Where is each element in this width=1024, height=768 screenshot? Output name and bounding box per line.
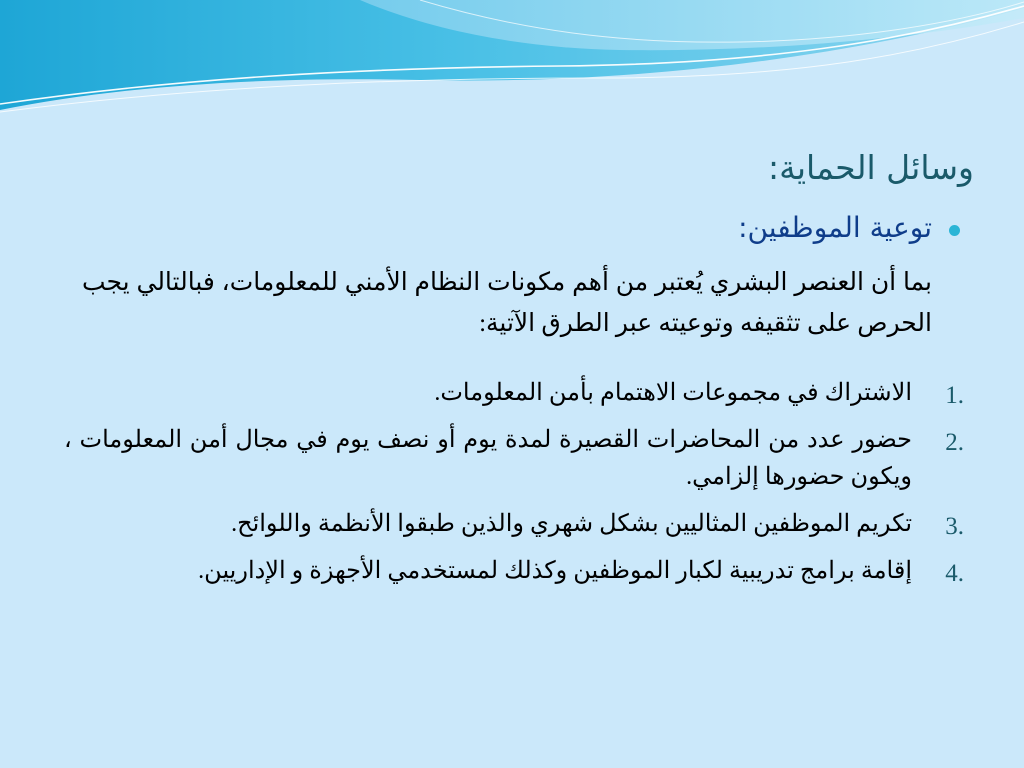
slide-title: وسائل الحماية:	[768, 148, 974, 187]
list-item-4	[64, 553, 964, 590]
list-item-3	[64, 506, 964, 543]
list-item-text: إقامة برامج تدريبية لكبار الموظفين وكذلك لمستخدمي الأجهزة و الإداريين.	[198, 558, 912, 584]
list-item-text: الاشتراك في مجموعات الاهتمام بأمن المعلومات.	[434, 380, 912, 406]
list-number: .2	[945, 429, 964, 456]
header-wave-decoration	[0, 0, 1024, 130]
bullet-text: توعية الموظفين:	[738, 211, 932, 244]
list-number: .4	[945, 560, 964, 587]
intro-paragraph: بما أن العنصر البشري يُعتبر من أهم مكونات النظام الأمني للمعلومات، فبالتالي يجب الحرص على تثقيفه وتوعيته عبر الطرق الآتية:	[82, 269, 932, 337]
list-item-text: تكريم الموظفين المثاليين بشكل شهري والذين طبقوا الأنظمة واللوائح.	[231, 511, 912, 537]
list-number: .3	[945, 513, 964, 540]
numbered-list	[64, 375, 964, 600]
bullet-item	[82, 210, 932, 246]
list-number: .1	[945, 382, 964, 409]
bullet-dot-icon	[949, 225, 960, 236]
list-item-2	[64, 422, 964, 496]
list-item-text: حضور عدد من المحاضرات القصيرة لمدة يوم أو نصف يوم في مجال أمن المعلومات ، ويكون حضورها إلزامي.	[64, 427, 912, 490]
list-item-1	[64, 375, 964, 412]
